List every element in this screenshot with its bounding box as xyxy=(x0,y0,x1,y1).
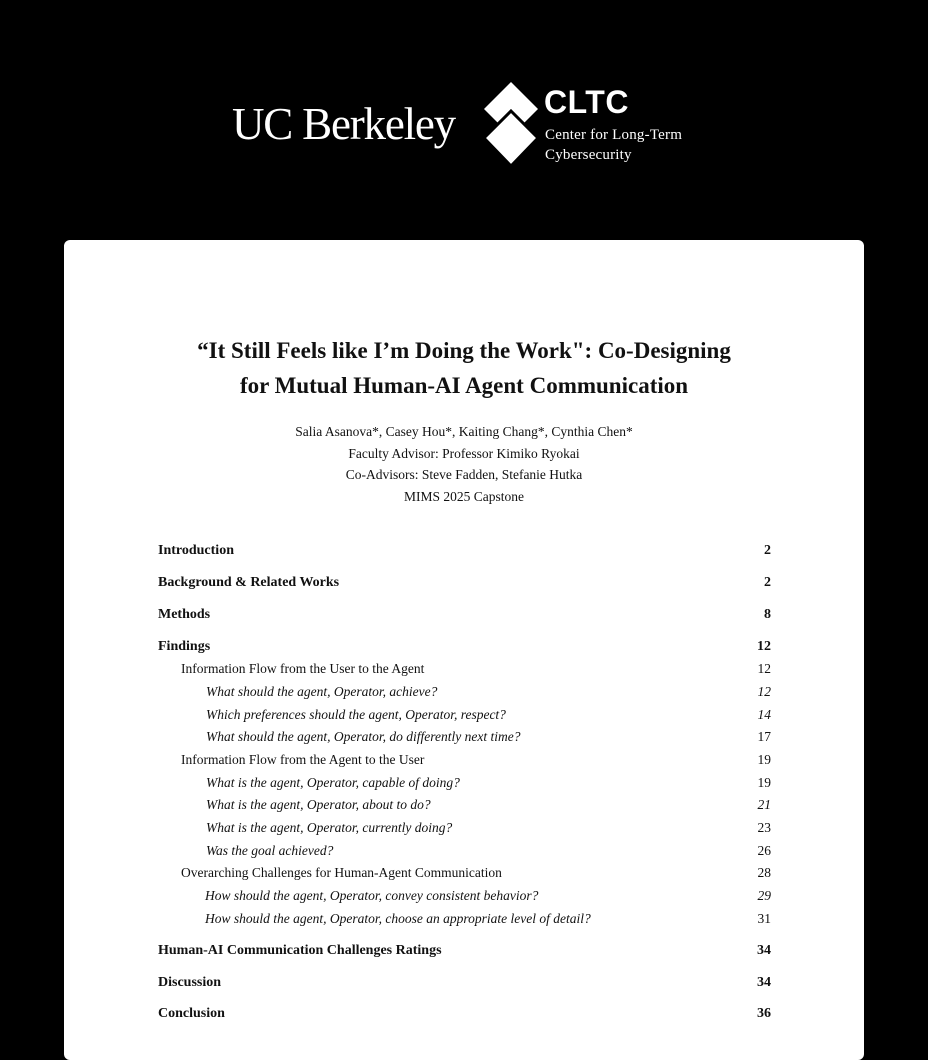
program: MIMS 2025 Capstone xyxy=(403,488,524,504)
header-banner xyxy=(0,0,928,240)
toc-page-number: 12 xyxy=(757,639,771,654)
cltc-full-name xyxy=(545,125,682,165)
toc-label: Human-AI Communication Challenges Ratings xyxy=(158,943,442,958)
toc-label: Background & Related Works xyxy=(158,575,340,590)
toc-page-number: 34 xyxy=(757,943,771,958)
co-advisors: Co-Advisors: Steve Fadden, Stefanie Hutka xyxy=(345,467,583,482)
toc-label: Discussion xyxy=(158,975,222,990)
toc-entry-preferences[interactable] xyxy=(158,705,771,725)
toc-label: Conclusion xyxy=(158,1006,225,1021)
toc-entry-background[interactable] xyxy=(158,573,771,593)
toc-entry-conclusion[interactable] xyxy=(158,1004,771,1024)
title-line-2: for Mutual Human-AI Agent Communication xyxy=(239,373,689,398)
toc-page-number: 28 xyxy=(757,865,771,880)
title-line-1: “It Still Feels like I’m Doing the Work": Co-Designing xyxy=(197,338,731,363)
toc-label: Introduction xyxy=(158,543,234,558)
toc-page-number: 21 xyxy=(757,797,771,812)
cltc-name-line1: Center for Long-Term xyxy=(545,127,683,143)
toc-page-number: 8 xyxy=(764,607,771,622)
document-title xyxy=(0,333,928,403)
toc-page-number: 14 xyxy=(757,707,771,722)
toc-page-number: 2 xyxy=(764,543,771,558)
toc-entry-user-to-agent[interactable] xyxy=(158,659,771,679)
toc-entry-findings[interactable] xyxy=(158,637,771,657)
toc-entry-achieve[interactable] xyxy=(158,682,771,702)
toc-entry-ratings[interactable] xyxy=(158,941,771,961)
toc-entry-overarching-challenges[interactable] xyxy=(158,863,771,883)
toc-label: What is the agent, Operator, about to do? xyxy=(206,797,431,812)
toc-label: What is the agent, Operator, currently doing? xyxy=(206,820,453,835)
toc-label: How should the agent, Operator, choose an appropriate level of detail? xyxy=(205,911,591,926)
toc-label: Findings xyxy=(158,639,211,654)
toc-page-number: 19 xyxy=(757,752,771,767)
toc-page-number: 17 xyxy=(757,729,771,744)
cltc-diamond-logo-icon xyxy=(482,82,540,166)
toc-entry-discussion[interactable] xyxy=(158,973,771,993)
toc-entry-goal-achieved[interactable] xyxy=(158,841,771,861)
toc-label: How should the agent, Operator, convey consistent behavior? xyxy=(205,888,539,903)
toc-page-number: 26 xyxy=(757,843,771,858)
toc-page-number: 34 xyxy=(757,975,771,990)
toc-label: Information Flow from the User to the Agent xyxy=(181,661,425,676)
toc-entry-capable[interactable] xyxy=(158,773,771,793)
toc-label: Which preferences should the agent, Operator, respect? xyxy=(206,707,506,722)
toc-label: What is the agent, Operator, capable of doing? xyxy=(206,775,460,790)
toc-label: Overarching Challenges for Human-Agent Communication xyxy=(181,865,502,880)
toc-entry-introduction[interactable] xyxy=(158,541,771,561)
toc-page-number: 12 xyxy=(757,684,771,699)
toc-page-number: 31 xyxy=(757,911,771,926)
faculty-advisor: Faculty Advisor: Professor Kimiko Ryokai xyxy=(348,445,580,461)
toc-label: What should the agent, Operator, achieve? xyxy=(206,684,438,699)
toc-label: Methods xyxy=(158,607,211,622)
toc-page-number: 29 xyxy=(757,888,771,903)
toc-entry-agent-to-user[interactable] xyxy=(158,750,771,770)
toc-entry-differently[interactable] xyxy=(158,727,771,747)
toc-page-number: 23 xyxy=(757,820,771,835)
toc-label: What should the agent, Operator, do differently next time? xyxy=(206,729,521,744)
cltc-logo-text: CLTC xyxy=(544,84,629,120)
toc-entry-consistent-behavior[interactable] xyxy=(158,886,771,906)
toc-page-number: 36 xyxy=(757,1006,771,1021)
toc-page-number: 2 xyxy=(764,575,771,590)
toc-page-number: 19 xyxy=(757,775,771,790)
uc-berkeley-logo-text: UC Berkeley xyxy=(232,99,455,149)
author-block xyxy=(0,421,928,507)
toc-label: Information Flow from the Agent to the User xyxy=(181,752,425,767)
toc-entry-about-to-do[interactable] xyxy=(158,795,771,815)
toc-entry-currently-doing[interactable] xyxy=(158,818,771,838)
toc-entry-methods[interactable] xyxy=(158,605,771,625)
cltc-name-line2: Cybersecurity xyxy=(545,147,632,163)
authors: Salia Asanova*, Casey Hou*, Kaiting Chang*, Cynthia Chen* xyxy=(295,424,633,439)
toc-label: Was the goal achieved? xyxy=(206,843,334,858)
toc-page-number: 12 xyxy=(757,661,771,676)
toc-entry-level-of-detail[interactable] xyxy=(158,909,771,929)
